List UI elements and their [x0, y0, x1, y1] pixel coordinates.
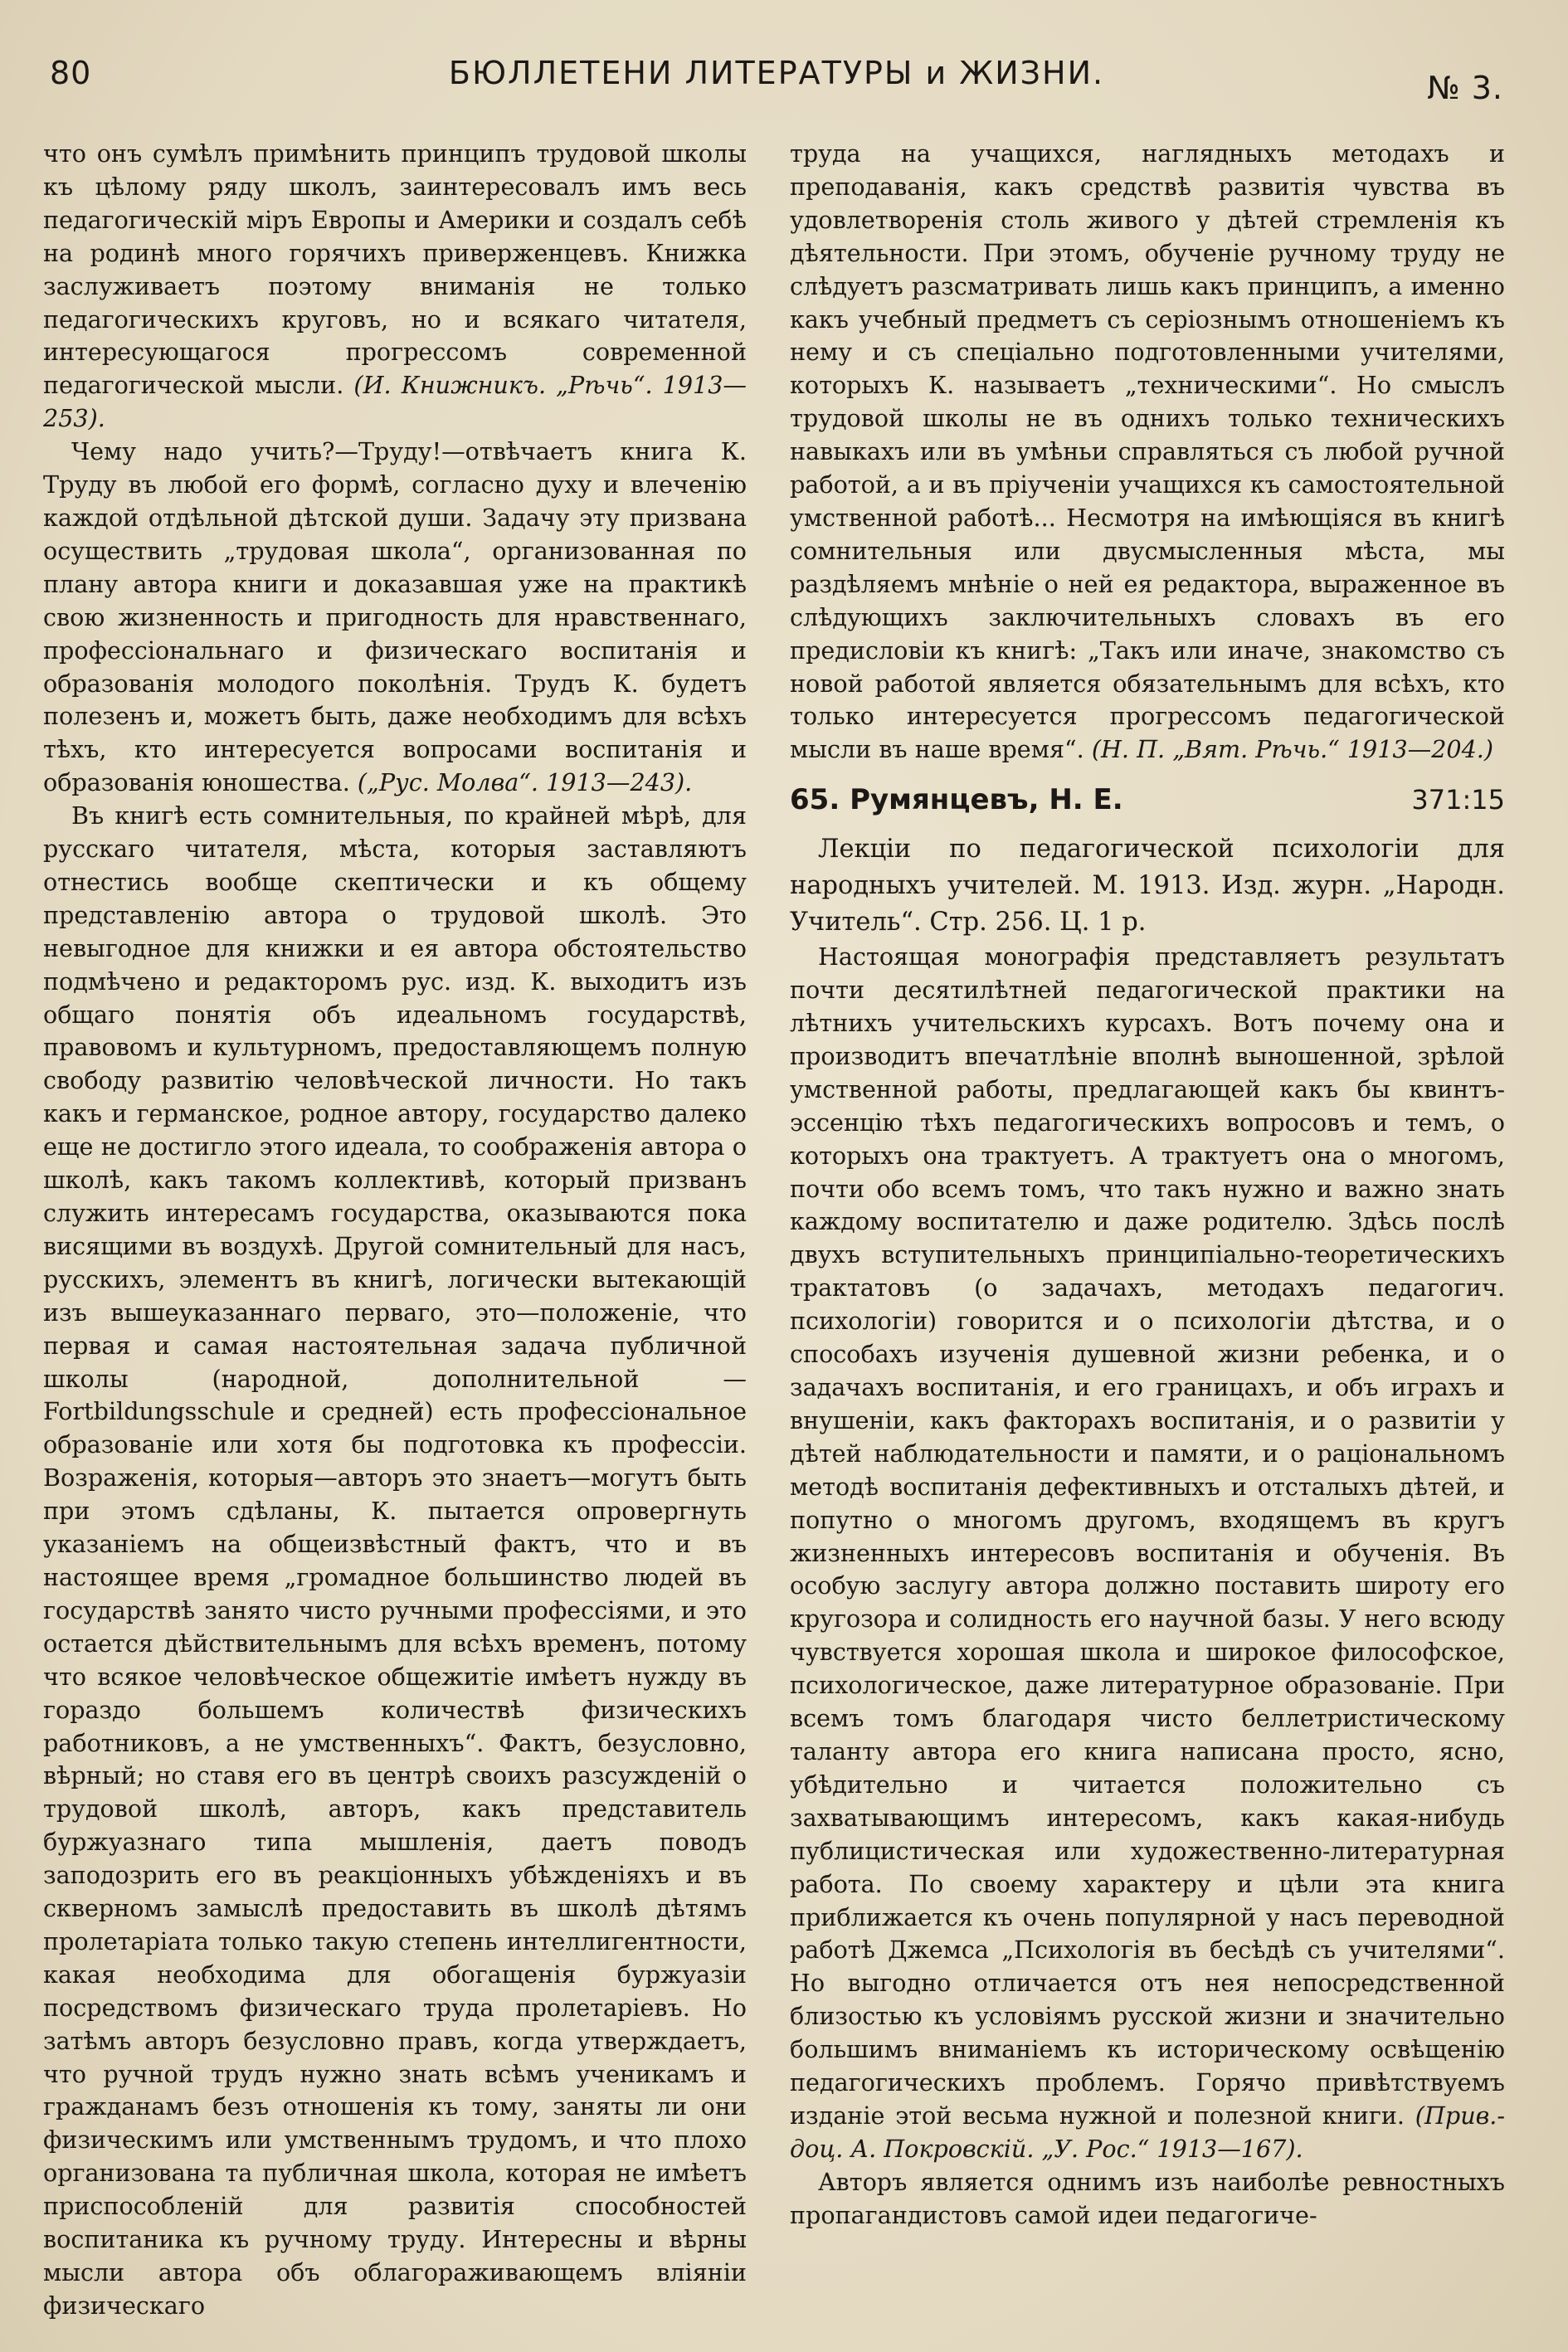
paragraph-text: труда на учащихся, наглядныхъ методахъ и преподаванія, какъ средствѣ развитія чувства въ удовлетворенія столь живого у дѣтей стремленія къ дѣятельности. При этомъ, обученіе ручному труду не слѣдуетъ разсматривать лишь какъ принципъ, а именно какъ учебный предметъ съ серіознымъ отношеніемъ къ нему и съ спеціально подготовленными учителями, которыхъ К. называетъ „техническими“. Но смыслъ трудовой школы не въ однихъ только техническихъ навыкахъ или въ умѣньи справляться съ любой ручной работой, а и въ пріученіи учащихся къ самостоятельной умственной работѣ... Несмотря на имѣющіяся въ книгѣ сомнительныя или двусмысленныя мѣста, мы раздѣляемъ мнѣніе о ней ея редактора, выраженное въ слѣдующихъ заключительныхъ словахъ въ его предисловіи къ книгѣ: „Такъ или иначе, знакомство съ новой работой является обязательнымъ для всѣхъ, кто только интересуется прогрессомъ педагогической мысли въ наше время“. [790, 139, 1505, 764]
paragraph [43, 138, 747, 436]
entry-description: Лекціи по педагогической психологіи для народныхъ учителей. М. 1913. Изд. журн. „Народн. Учитель“. Стр. 256. Ц. 1 р. [790, 835, 1505, 937]
entry-classification: 371:15 [1411, 784, 1505, 816]
left-column [43, 138, 747, 2323]
paragraph-text: Въ книгѣ есть сомнительныя, по крайней мѣрѣ, для русскаго читателя, мѣста, которыя заставляютъ отнестись вообще скептически и къ общему представленію автора о трудовой школѣ. Это невыгодное для книжки и ея автора обстоятельство подмѣчено и редакторомъ рус. изд. К. выходитъ изъ общаго понятія объ идеальномъ государствѣ, правовомъ и культурномъ, предоставляющемъ полную свободу развитію человѣческой личности. Но такъ какъ и германское, родное автору, государство далеко еще не достигло этого идеала, то соображенія автора о школѣ, какъ такомъ коллективѣ, который призванъ служить интересамъ государства, оказываются пока висящими въ воздухѣ. Другой сомнительный для насъ, русскихъ, элементъ въ книгѣ, логически вытекающій изъ вышеуказаннаго перваго, это—положеніе, что первая и самая настоятельная задача публичной школы (народной, дополнительной — Fortbildungsschule и средней) есть профессіональное образованіе или хотя бы подготовка къ профессіи. Возраженія, которыя—авторъ это знаетъ—могутъ быть при этомъ сдѣланы, К. пытается опровергнуть указаніемъ на общеизвѣстный фактъ, что и въ настоящее время „громадное большинство людей въ государствѣ занято чисто ручными профессіями, и это остается дѣйствительнымъ для всѣхъ временъ, потому что всякое человѣческое общежитіе имѣетъ нужду въ гораздо большемъ количествѣ физическихъ работниковъ, а не умственныхъ“. Фактъ, безусловно, вѣрный; но ставя его въ центрѣ своихъ разсужденій о трудовой школѣ, авторъ, какъ представитель буржуазнаго типа мышленія, даетъ поводъ заподозрить его въ реакціонныхъ убѣжденіяхъ и въ скверномъ замыслѣ предоставить въ школѣ дѣтямъ пролетаріата только такую степень интеллигентности, какая необходима для обогащенія буржуазіи посредствомъ физическаго труда пролетаріевъ. Но затѣмъ авторъ безусловно правъ, когда утверждаетъ, что ручной трудъ нужно знать всѣмъ ученикамъ и гражданамъ безъ отношенія къ тому, заняты ли они физическимъ или умственнымъ трудомъ, и что плохо организована та публичная школа, которая не имѣетъ приспособленій для развитія способностей воспитаника къ ручному труду. Интересны и вѣрны мысли автора объ облагораживающемъ вліяніи физическаго [43, 801, 747, 2320]
paragraph [43, 800, 747, 2323]
page-header [50, 55, 1503, 105]
citation: (Прив.-доц. А. Покровскій. „У. Рос.“ 1913—167). [790, 2101, 1506, 2163]
paragraph [790, 2166, 1505, 2233]
paragraph-text: что онъ сумѣлъ примѣнить принципъ трудовой школы къ цѣлому ряду школъ, заинтересовалъ имъ весь педагогическій міръ Европы и Америки и создалъ себѣ на родинѣ много горячихъ приверженцевъ. Книжка заслуживаетъ поэтому вниманія не только педагогическихъ круговъ, но и всякаго читателя, интересующагося прогрессомъ современной педагогической мысли. [43, 139, 747, 400]
paragraph [43, 436, 747, 800]
page-number: 80 [50, 55, 92, 91]
paragraph-text: Чему надо учить?—Труду!—отвѣчаетъ книга К. Труду въ любой его формѣ, согласно духу и влеченію каждой отдѣльной дѣтской души. Задачу эту призвана осуществить „трудовая школа“, организованная по плану автора книги и доказавшая уже на практикѣ свою жизненность и пригодность для нравственнаго, профессіональнаго и физическаго воспитанія и образованія молодого поколѣнія. Трудъ К. будетъ полезенъ и, можетъ быть, даже необходимъ для всѣхъ тѣхъ, кто интересуется вопросами воспитанія и образованія юношества. [43, 437, 747, 797]
paragraph-text: Настоящая монографія представляетъ результатъ почти десятилѣтней педагогической практики на лѣтнихъ учительскихъ курсахъ. Вотъ почему она и производитъ впечатлѣніе вполнѣ выношенной, зрѣлой умственной работы, предлагающей какъ бы квинтъ-эссенцію тѣхъ педагогическихъ вопросовъ и темъ, о которыхъ она трактуетъ. А трактуетъ она о многомъ, почти обо всемъ томъ, что такъ нужно и важно знать каждому воспитателю и даже родителю. Здѣсь послѣ двухъ вступительныхъ принципіально-теоретическихъ трактатовъ (о задачахъ, методахъ педагогич. психологіи) говорится и о психологіи дѣтства, и о способахъ изученія душевной жизни ребенка, и о задачахъ воспитанія, и его границахъ, и объ играхъ и внушеніи, какъ факторахъ воспитанія, и о развитіи у дѣтей наблюдательности и памяти, и о раціональномъ методѣ воспитанія дефективныхъ и отсталыхъ дѣтей, и попутно о многомъ другомъ, входящемъ въ кругъ жизненныхъ интересовъ воспитанія и обученія. Въ особую заслугу автора должно поставить ширoту его кругозора и солидность его научной базы. У него всюду чувствуется хорошая школа и широкое философское, психологическое, даже литературное образованіе. При всемъ томъ благодаря чисто беллетристическому таланту автора его книга написана просто, ясно, убѣдительно и читается положительно съ захватывающимъ интересомъ, какъ какая-нибудь публицистическая или художественно-литературная работа. По своему характеру и цѣли эта книга приближается къ очень популярной у насъ переводной работѣ Джемса „Психологія въ бесѣдѣ съ учителями“. Но выгодно отличается отъ нея непосредственной близостью къ условіямъ русской жизни и значительно большимъ вниманіемъ къ историческому освѣщенію педагогическихъ проблемъ. Горячо привѣтствуемъ изданіе этой весьма нужной и полезной книги. [790, 942, 1505, 2130]
paragraph [790, 138, 1505, 767]
citation: (И. Книжникъ. „Рѣчь“. 1913—253). [43, 371, 747, 433]
right-column [790, 138, 1505, 2233]
citation: („Рус. Молва“. 1913—243). [357, 768, 693, 797]
entry-author: 65. Румянцевъ, Н. Е. [790, 783, 1123, 817]
paragraph-text: Авторъ является однимъ изъ наиболѣе ревностныхъ пропагандистовъ самой идеи педагогиче- [790, 2167, 1505, 2229]
citation: (Н. П. „Вят. Рѣчь.“ 1913—204.) [1091, 735, 1494, 764]
issue-number: № 3. [1427, 70, 1503, 106]
entry-heading [790, 780, 1505, 820]
running-title: БЮЛЛЕТЕНИ ЛИТЕРАТУРЫ и ЖИЗНИ. [448, 55, 1105, 91]
paragraph [790, 941, 1505, 2166]
